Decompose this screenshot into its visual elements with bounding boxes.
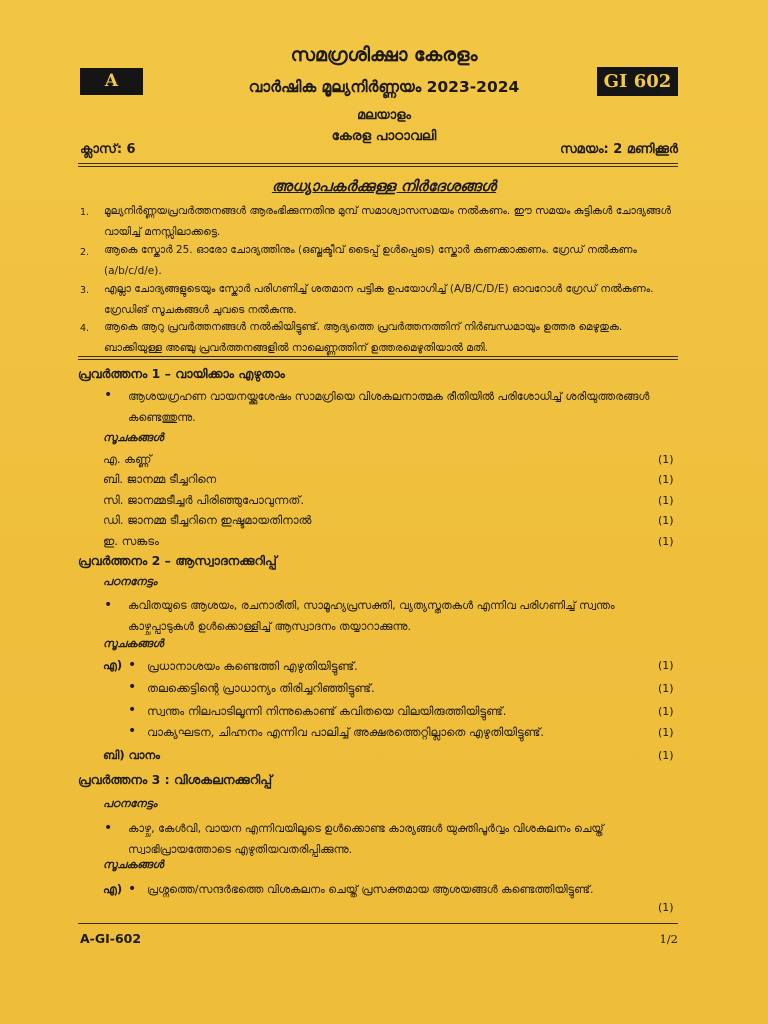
activity-1-indicators-label: സൂചകങ്ങൾ (103, 431, 164, 444)
instruction-text: മൂല്യനിർണ്ണയപ്രവർത്തനങ്ങൾ ആരംഭിക്കുന്നതിനു മുമ്പ് സമാശ്വാസസമയം നൽകണം. ഈ സമയം കുട്ടികൾ ചോദ്യങ്ങൾ വായിച്ച് മനസ്സിലാക്കട്ടെ. (104, 205, 671, 238)
activity-1-title: പ്രവർത്തനം 1 – വായിക്കാം എഴുതാം (78, 366, 285, 381)
time-label: സമയം: 2 മണിക്കൂർ (559, 142, 678, 157)
answer-item: എ. കണ്ണ് (103, 452, 152, 466)
score: (1) (658, 514, 674, 527)
bullet-icon: • (128, 723, 137, 739)
class-label: ക്ലാസ്: 6 (80, 142, 136, 157)
activity-3-outcome: കാഴ്ച, കേൾവി, വായന എന്നിവയിലൂടെ ഉൾക്കൊണ്ട കാര്യങ്ങൾ യുക്തിപൂർവ്വം വിശകലനം ചെയ്ത് സ്വാഭിപ്രായത്തോടെ എഴുതിയവതരിപ്പിക്കുന്നു. (128, 822, 604, 856)
subject-title: മലയാളം (357, 108, 411, 123)
footer-rule (78, 923, 678, 924)
indicator-item: തലക്കെട്ടിന്റെ പ്രാധാന്യം തിരിച്ചറിഞ്ഞിട്ടുണ്ട്. (147, 681, 375, 695)
score: (1) (658, 494, 674, 507)
answer-item: സി. ജാനമ്മടീച്ചർ പിരിഞ്ഞുപോവുന്നത്. (103, 493, 305, 507)
bullet-icon: • (104, 387, 113, 403)
score: (1) (658, 726, 674, 739)
sub-question-a-label: എ) (103, 882, 123, 896)
footer-code: A-GI-602 (80, 931, 142, 946)
activity-2-indicators-label: സൂചകങ്ങൾ (103, 637, 164, 650)
indicator-item: പ്രധാനാശയം കണ്ടെത്തി എഴുതിയിട്ടുണ്ട്. (147, 659, 358, 673)
score: (1) (658, 682, 674, 695)
exam-title: വാർഷിക മൂല്യനിർണ്ണയം 2023-2024 (248, 78, 520, 96)
instruction-number: 3. (80, 285, 90, 296)
activity-3-outcome-label: പഠനനേട്ടം (103, 797, 158, 810)
header-rule-bottom (78, 166, 678, 167)
instruction-number: 1. (80, 207, 90, 218)
book-title: കേരള പാഠാവലി (331, 128, 437, 144)
page-number: 1/2 (659, 932, 678, 946)
org-title: സമഗ്രശിക്ഷാ കേരളം (290, 44, 478, 66)
instructions-heading: അധ്യാപകർക്കുള്ള നിർദേശങ്ങൾ (271, 177, 497, 195)
series-code-box: A (80, 68, 143, 95)
score: (1) (658, 749, 674, 762)
indicator-item: സ്വന്തം നിലപാടിലൂന്നി നിന്നുകൊണ്ട് കവിതയെ വിലയിരുത്തിയിട്ടുണ്ട്. (147, 704, 507, 718)
header-rule-top (78, 163, 678, 164)
activity-2-outcome: കവിതയുടെ ആശയം, രചനാരീതി, സാമൂഹ്യപ്രസക്തി, വ്യത്യസ്തതകൾ എന്നിവ പരിഗണിച്ച് സ്വന്തം കാഴ്ചപ്പാടുകൾ ഉൾക്കൊള്ളിച്ച് ആസ്വാദനം തയ്യാറാക്കുന്നു. (128, 599, 615, 633)
bullet-icon: • (128, 679, 137, 695)
score: (1) (658, 901, 674, 914)
instruction-text: ആകെ സ്കോർ 25. ഓരോ ചോദ്യത്തിനും (ഒബ്ജക്ടീവ് ടൈപ്പ് ഉൾപ്പെടെ) സ്കോർ കണക്കാക്കണം. ഗ്രേഡ് നൽകണം (a/b/c/d/e). (104, 244, 637, 277)
instruction-number: 2. (80, 247, 90, 258)
answer-item: ഇ. സങ്കടം (103, 534, 159, 548)
instructions-rule-bottom (78, 359, 678, 360)
activity-3-title: പ്രവർത്തനം 3 : വിശകലനക്കുറിപ്പ് (78, 772, 273, 787)
score: (1) (658, 705, 674, 718)
activity-2-outcome-label: പഠനനേട്ടം (103, 575, 158, 588)
activity-2-title: പ്രവർത്തനം 2 – ആസ്വാദനക്കുറിപ്പ് (78, 553, 277, 568)
instruction-text: എല്ലാ ചോദ്യങ്ങളുടെയും സ്കോർ പരിഗണിച്ച് ശതമാന പട്ടിക ഉപയോഗിച്ച് (A/B/C/D/E) ഓവറോൾ ഗ്രേഡ് നൽകണം. ഗ്രേഡിങ് സൂചകങ്ങൾ ചുവടെ നൽകുന്നു. (104, 283, 654, 316)
score: (1) (658, 453, 674, 466)
instruction-number: 4. (80, 323, 90, 334)
sub-question-b: ബി) വാനം (103, 748, 160, 762)
indicator-item: പ്രശ്നത്തെ/സന്ദർഭത്തെ വിശകലനം ചെയ്ത് പ്രസക്തമായ ആശയങ്ങൾ കണ്ടെത്തിയിട്ടുണ്ട്. (147, 883, 594, 896)
indicator-item: വാക്യഘടന, ചിഹ്നനം എന്നിവ പാലിച്ച് അക്ഷരത്തെറ്റില്ലാതെ എഴുതിയിട്ടുണ്ട്. (147, 725, 545, 739)
score: (1) (658, 535, 674, 548)
bullet-icon: • (128, 881, 137, 897)
score: (1) (658, 659, 674, 672)
activity-3-indicators-label: സൂചകങ്ങൾ (103, 858, 164, 871)
score: (1) (658, 473, 674, 486)
paper-code-box: GI 602 (597, 67, 678, 96)
bullet-icon: • (128, 657, 137, 673)
instruction-text: ആകെ ആറു പ്രവർത്തനങ്ങൾ നൽകിയിട്ടുണ്ട്. ആദ്യത്തെ പ്രവർത്തനത്തിന് നിർബന്ധമായും ഉത്തര മെഴുതുക. ബാക്കിയുള്ള അഞ്ചു പ്രവർത്തനങ്ങളിൽ നാലെണ്ണത്തിന് ഉത്തരമെഴുതിയാൽ മതി. (104, 321, 623, 354)
answer-item: ഡി. ജാനമ്മ ടീച്ചറിനെ ഇഷ്ടമായതിനാൽ (103, 513, 312, 527)
bullet-icon: • (104, 820, 113, 836)
sub-question-a-label: എ) (103, 658, 123, 672)
bullet-icon: • (104, 597, 113, 613)
activity-1-outcome: ആശയഗ്രഹണ വായനയ്ക്കുശേഷം സാമഗ്രിയെ വിശകലനാത്മക രീതിയിൽ പരിശോധിച്ച് ശരിയുത്തരങ്ങൾ കണ്ടെത്തുന്നു. (128, 390, 650, 424)
answer-item: ബി. ജാനമ്മ ടീച്ചറിനെ (103, 472, 217, 486)
instructions-rule-top (78, 356, 678, 357)
bullet-icon: • (128, 702, 137, 718)
